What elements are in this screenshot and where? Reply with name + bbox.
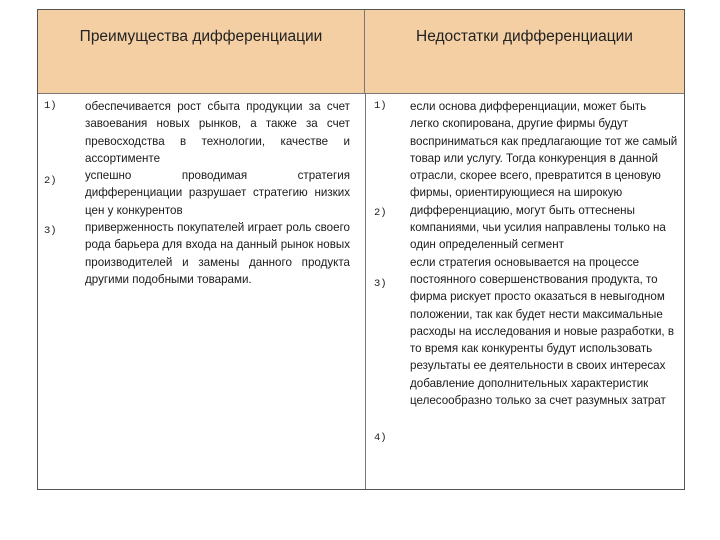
disadvantage-text: добавление дополнительных характеристик целесообразно только за счет разумных затрат [410,376,666,408]
disadvantage-text: если стратегия основывается на процессе постоянного совершенствования продукта, то фирма рискует просто оказаться в невыгодном положении, так как будет нести максимальные расходы на исследования и новые разработки, в то время как конкуренты будут использовать результаты ее деятельности в своих интересах [410,255,675,373]
disadvantages-list [410,98,678,409]
disadvantage-number: 2) [374,207,387,219]
disadvantage-number: 4) [374,432,387,444]
advantage-number: 1) [44,100,57,112]
advantage-text: успешно проводимая стратегия дифференциации разрушает стратегию низких цен у конкурентов [85,169,350,217]
advantages-title: Преимущества дифференциации [79,28,323,45]
disadvantage-text: если основа дифференциации, может быть легко скопирована, другие фирмы будут восприниматься как предлагающие тот же самый товар или услугу. Тогда конкуренция в данной отрасли, скорее всего, превратится в ценовую [410,100,678,183]
column-divider [365,94,366,489]
comparison-table [37,9,685,490]
disadvantages-title: Недостатки дифференциации [416,28,633,45]
disadvantage-number: 1) [374,100,387,112]
disadvantage-text: фирмы, ориентирующиеся на широкую дифференциацию, могут быть оттеснены компаниями, чьи усилия направлены только на один определенный сегмент [410,186,666,252]
disadvantage-number: 3) [374,278,387,290]
advantages-list [85,98,350,288]
advantage-number: 3) [44,225,57,237]
advantage-text: приверженность покупателей играет роль своего рода барьера для входа на данный рынок новых производителей и замены данного продукта другими подобными товарами. [85,221,350,286]
advantage-number: 2) [44,175,57,187]
disadvantages-header [365,10,684,94]
advantages-header [38,10,365,94]
advantage-text: обеспечивается рост сбыта продукции за счет завоевания новых рынков, а также за счет превосходства в технологии, качестве и ассортименте [85,100,350,165]
